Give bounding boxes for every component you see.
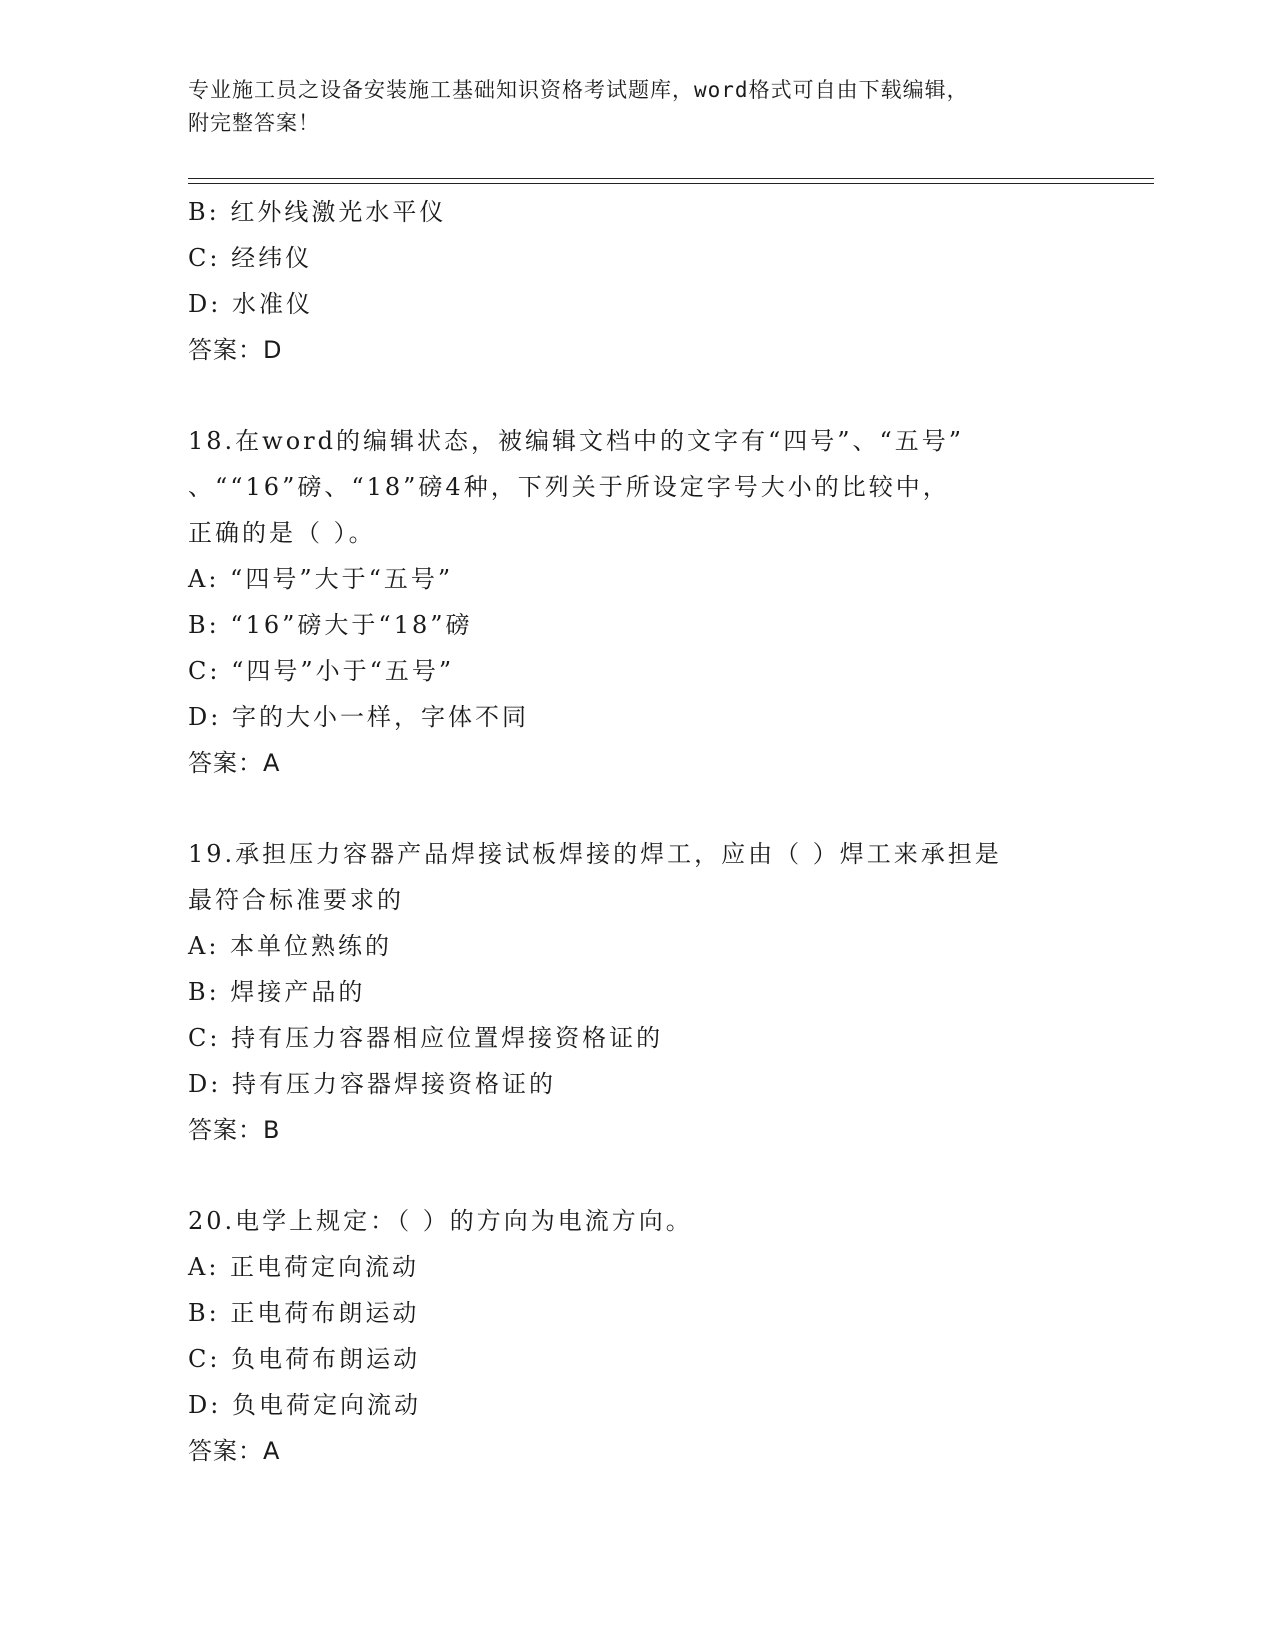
header-line-2: 附完整答案！ <box>188 111 320 135</box>
previous-question-tail <box>188 189 1088 373</box>
option-c: C: “四号”小于“五号” <box>188 657 455 685</box>
header-divider-bottom <box>188 183 1154 184</box>
question-content <box>188 189 1088 1474</box>
option-a: A: 本单位熟练的 <box>188 932 393 960</box>
option-b: B: “16”磅大于“18”磅 <box>188 611 473 639</box>
question-text-line: 20.电学上规定：（ ）的方向为电流方向。 <box>188 1207 693 1235</box>
document-header <box>188 74 1088 140</box>
answer-line: 答案：A <box>188 749 281 777</box>
option-b: B: 正电荷布朗运动 <box>188 1299 420 1327</box>
option-c: C: 持有压力容器相应位置焊接资格证的 <box>188 1024 664 1052</box>
answer-line: 答案：A <box>188 1437 281 1465</box>
option-d: D: 负电荷定向流动 <box>188 1391 421 1419</box>
header-line-1: 专业施工员之设备安装施工基础知识资格考试题库，word格式可自由下载编辑， <box>188 78 969 102</box>
question-text-line: 最符合标准要求的 <box>188 886 404 914</box>
question-text-line: 、““16”磅、“18”磅4种，下列关于所设定字号大小的比较中， <box>188 473 950 501</box>
option-a: A: “四号”大于“五号” <box>188 565 454 593</box>
question-text-line: 19.承担压力容器产品焊接试板焊接的焊工，应由（ ）焊工来承担是 <box>188 840 1002 868</box>
question-text-line: 正确的是（ ）。 <box>188 519 376 547</box>
question-18 <box>188 418 1088 786</box>
spacer <box>188 1153 1088 1198</box>
option-b: B: 焊接产品的 <box>188 978 366 1006</box>
option-c: C: 负电荷布朗运动 <box>188 1345 421 1373</box>
header-divider-top <box>188 178 1154 179</box>
spacer <box>188 786 1088 831</box>
question-20 <box>188 1198 1088 1474</box>
option-d: D: 持有压力容器焊接资格证的 <box>188 1070 556 1098</box>
option-d: D: 水准仪 <box>188 290 313 318</box>
spacer <box>188 373 1088 418</box>
option-d: D: 字的大小一样，字体不同 <box>188 703 529 731</box>
question-19 <box>188 831 1088 1153</box>
answer-line: 答案：D <box>188 336 283 364</box>
option-c: C: 经纬仪 <box>188 244 313 272</box>
question-text-line: 18.在word的编辑状态，被编辑文档中的文字有“四号”、“五号” <box>188 427 965 455</box>
option-a: A: 正电荷定向流动 <box>188 1253 420 1281</box>
option-b: B: 红外线激光水平仪 <box>188 198 447 226</box>
answer-line: 答案：B <box>188 1116 281 1144</box>
